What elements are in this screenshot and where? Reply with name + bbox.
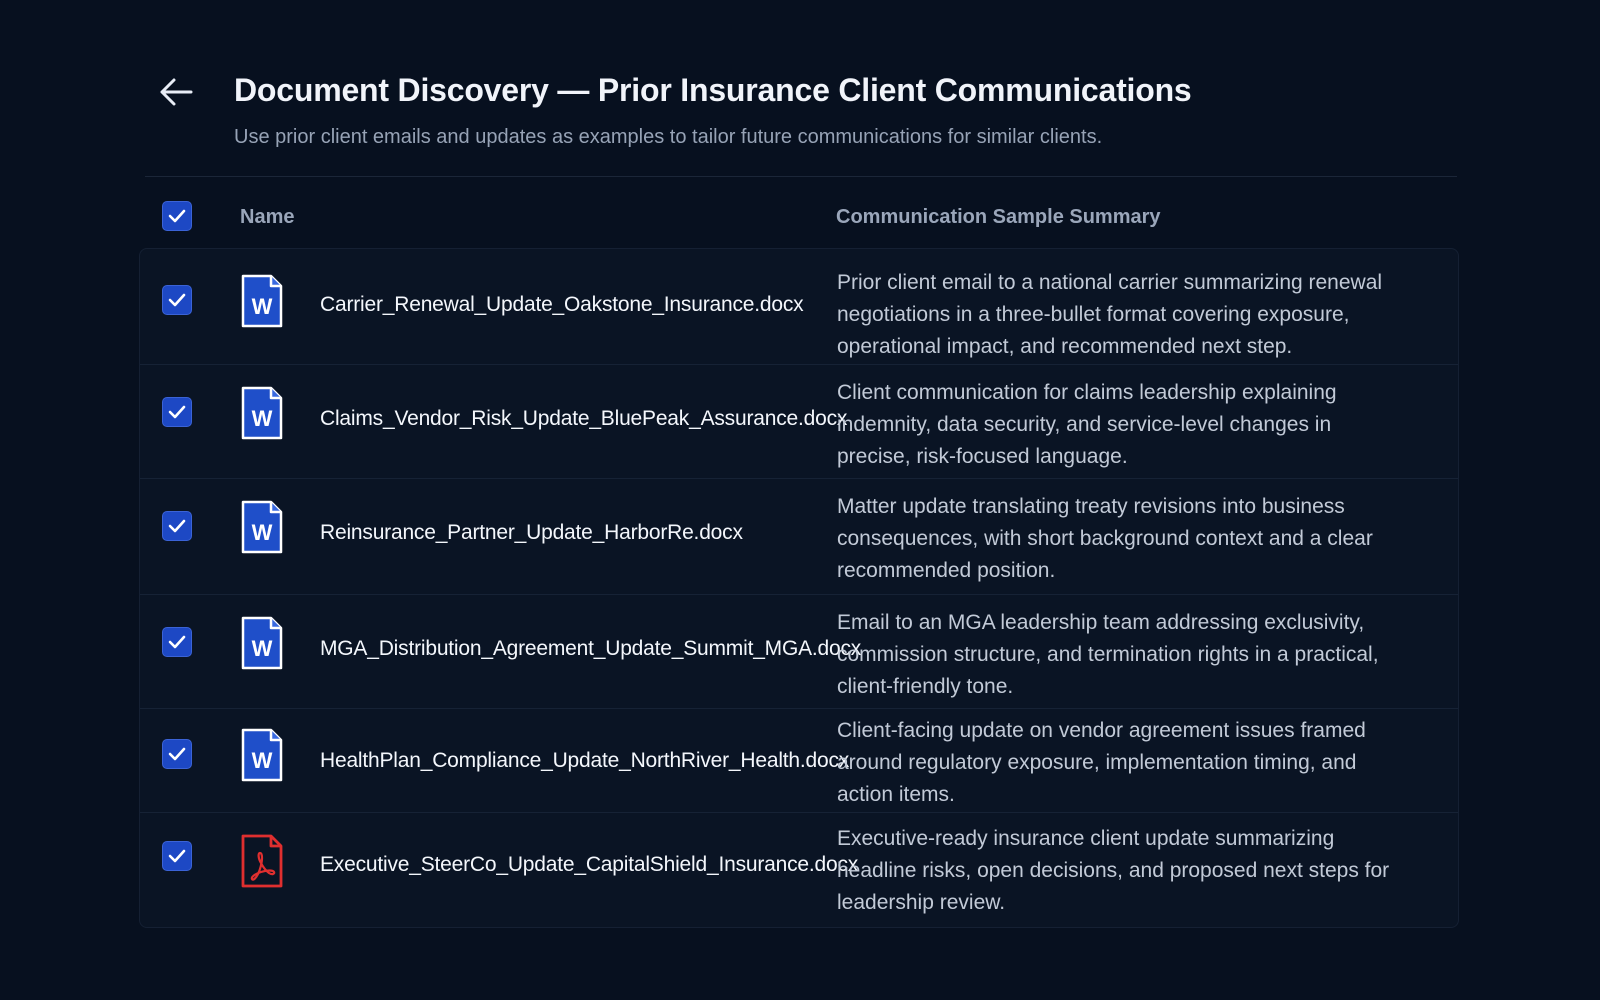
row-checkbox[interactable]	[162, 511, 192, 541]
row-checkbox[interactable]	[162, 841, 192, 871]
checkmark-icon	[168, 849, 186, 863]
row-checkbox[interactable]	[162, 397, 192, 427]
table-row[interactable]	[140, 479, 1458, 595]
file-name[interactable]: Claims_Vendor_Risk_Update_BluePeak_Assurance.docx	[320, 407, 848, 430]
file-name[interactable]: Executive_SteerCo_Update_CapitalShield_Insurance.docx	[320, 853, 859, 876]
checkmark-icon	[168, 747, 186, 761]
table-row[interactable]	[140, 813, 1458, 927]
checkmark-icon	[168, 293, 186, 307]
pdf-doc-icon	[240, 833, 284, 889]
checkmark-icon	[168, 635, 186, 649]
row-checkbox[interactable]	[162, 285, 192, 315]
checkmark-icon	[168, 209, 186, 223]
file-name[interactable]: HealthPlan_Compliance_Update_NorthRiver_Health.docx	[320, 749, 850, 772]
select-all-checkbox[interactable]	[162, 201, 192, 231]
svg-text:W: W	[251, 294, 273, 319]
table-row[interactable]	[140, 365, 1458, 479]
table-row[interactable]	[140, 709, 1458, 813]
file-summary: Client communication for claims leadership explaining indemnity, data security, and service-level changes in precise, risk-focused language.	[837, 381, 1337, 468]
file-summary: Matter update translating treaty revisions into business consequences, with short background context and a clear recommended position.	[837, 495, 1373, 582]
word-doc-icon	[240, 615, 284, 671]
table-row[interactable]	[140, 595, 1458, 709]
page-subtitle: Use prior client emails and updates as examples to tailor future communications for similar clients.	[234, 126, 1103, 148]
row-checkbox[interactable]	[162, 627, 192, 657]
file-name[interactable]: Reinsurance_Partner_Update_HarborRe.docx	[320, 521, 743, 544]
file-summary: Email to an MGA leadership team addressing exclusivity, commission structure, and termination rights in a practical, client-friendly tone.	[837, 611, 1379, 698]
file-name[interactable]: Carrier_Renewal_Update_Oakstone_Insurance.docx	[320, 293, 804, 316]
svg-text:W: W	[251, 636, 273, 661]
svg-text:W: W	[251, 748, 273, 773]
svg-text:W: W	[251, 520, 273, 545]
table-row[interactable]	[140, 249, 1458, 365]
row-checkbox[interactable]	[162, 739, 192, 769]
file-summary: Executive-ready insurance client update summarizing headline risks, open decisions, and proposed next steps for leadership review.	[837, 827, 1390, 914]
checkmark-icon	[168, 405, 186, 419]
table-header	[145, 194, 1457, 238]
checkmark-icon	[168, 519, 186, 533]
file-name[interactable]: MGA_Distribution_Agreement_Update_Summit_MGA.docx	[320, 637, 862, 660]
file-summary: Client-facing update on vendor agreement issues framed around regulatory exposure, implementation timing, and action items.	[837, 719, 1366, 806]
file-summary: Prior client email to a national carrier summarizing renewal negotiations in a three-bullet format covering exposure, operational impact, and recommended next step.	[837, 271, 1383, 358]
column-header-name[interactable]: Name	[240, 206, 295, 228]
word-doc-icon	[240, 727, 284, 783]
word-doc-icon	[240, 385, 284, 441]
page-title: Document Discovery — Prior Insurance Client Communications	[234, 72, 1192, 108]
arrow-left-icon	[158, 77, 194, 107]
column-header-summary[interactable]: Communication Sample Summary	[836, 206, 1161, 228]
back-button[interactable]	[156, 72, 196, 112]
word-doc-icon	[240, 499, 284, 555]
svg-text:W: W	[251, 406, 273, 431]
header-divider	[145, 176, 1457, 177]
word-doc-icon	[240, 273, 284, 329]
documents-table	[139, 248, 1459, 928]
